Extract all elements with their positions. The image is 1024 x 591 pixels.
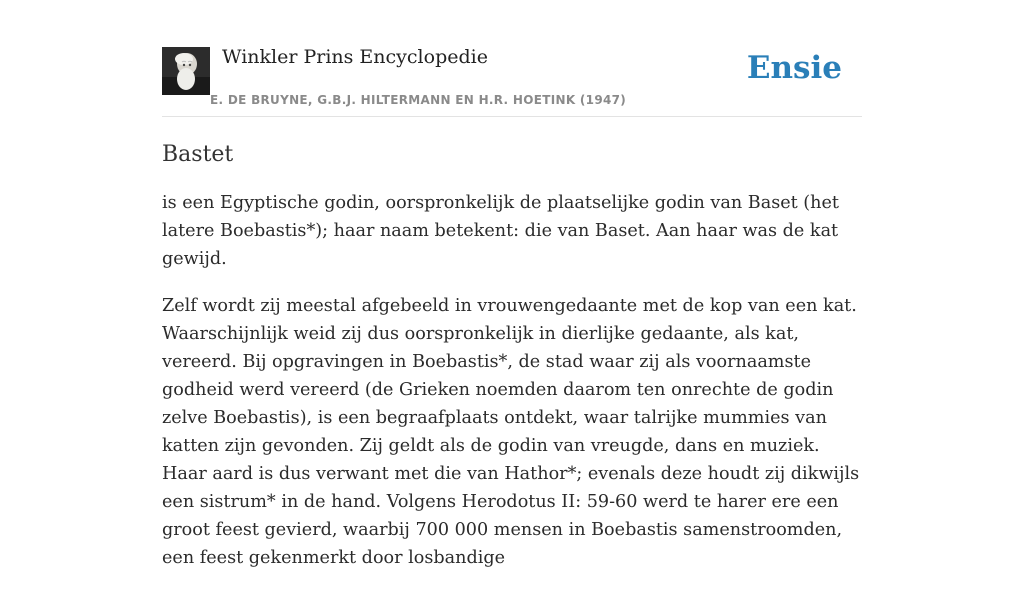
- source-authors: E. DE BRUYNE, G.B.J. HILTERMANN EN H.R. HOETINK (1947): [210, 93, 627, 107]
- article-paragraph: Zelf wordt zij meestal afgebeeld in vrouwengedaante met de kop van een kat. Waarschijnlijk weid zij dus oorspronkelijk in dierlijke gedaante, als kat, vereerd. Bij opgravingen in Boebastis*, de stad waar zij als voornaamste godheid werd vereerd (de Grieken noemden daarom ten onrechte de godin zelve Boebastis), is een begraafplaats ontdekt, waar talrijke mummies van katten zijn gevonden. Zij geldt als de godin van vreugde, dans en muziek. Haar aard is dus verwant met die van Hathor*; evenals deze houdt zij dikwijls een sistrum* in de hand. Volgens Herodotus II: 59-60 werd te harer ere een groot feest gevierd, waarbij 700 000 mensen in Boebastis samenstroomden, een feest gekenmerkt door losbandige: [162, 296, 860, 568]
- article-paragraph: is een Egyptische godin, oorspronkelijk de plaatselijke godin van Baset (het latere Boebastis*); haar naam betekent: die van Baset. Aan haar was de kat gewijd.: [162, 193, 839, 269]
- ensie-logo-link[interactable]: Ensie: [746, 50, 842, 86]
- source-header: [162, 44, 862, 117]
- author-portrait-icon: [162, 47, 210, 95]
- article-title: Bastet: [162, 142, 234, 167]
- author-avatar[interactable]: [162, 47, 210, 95]
- article: [162, 140, 862, 591]
- source-title[interactable]: Winkler Prins Encyclopedie: [222, 46, 488, 68]
